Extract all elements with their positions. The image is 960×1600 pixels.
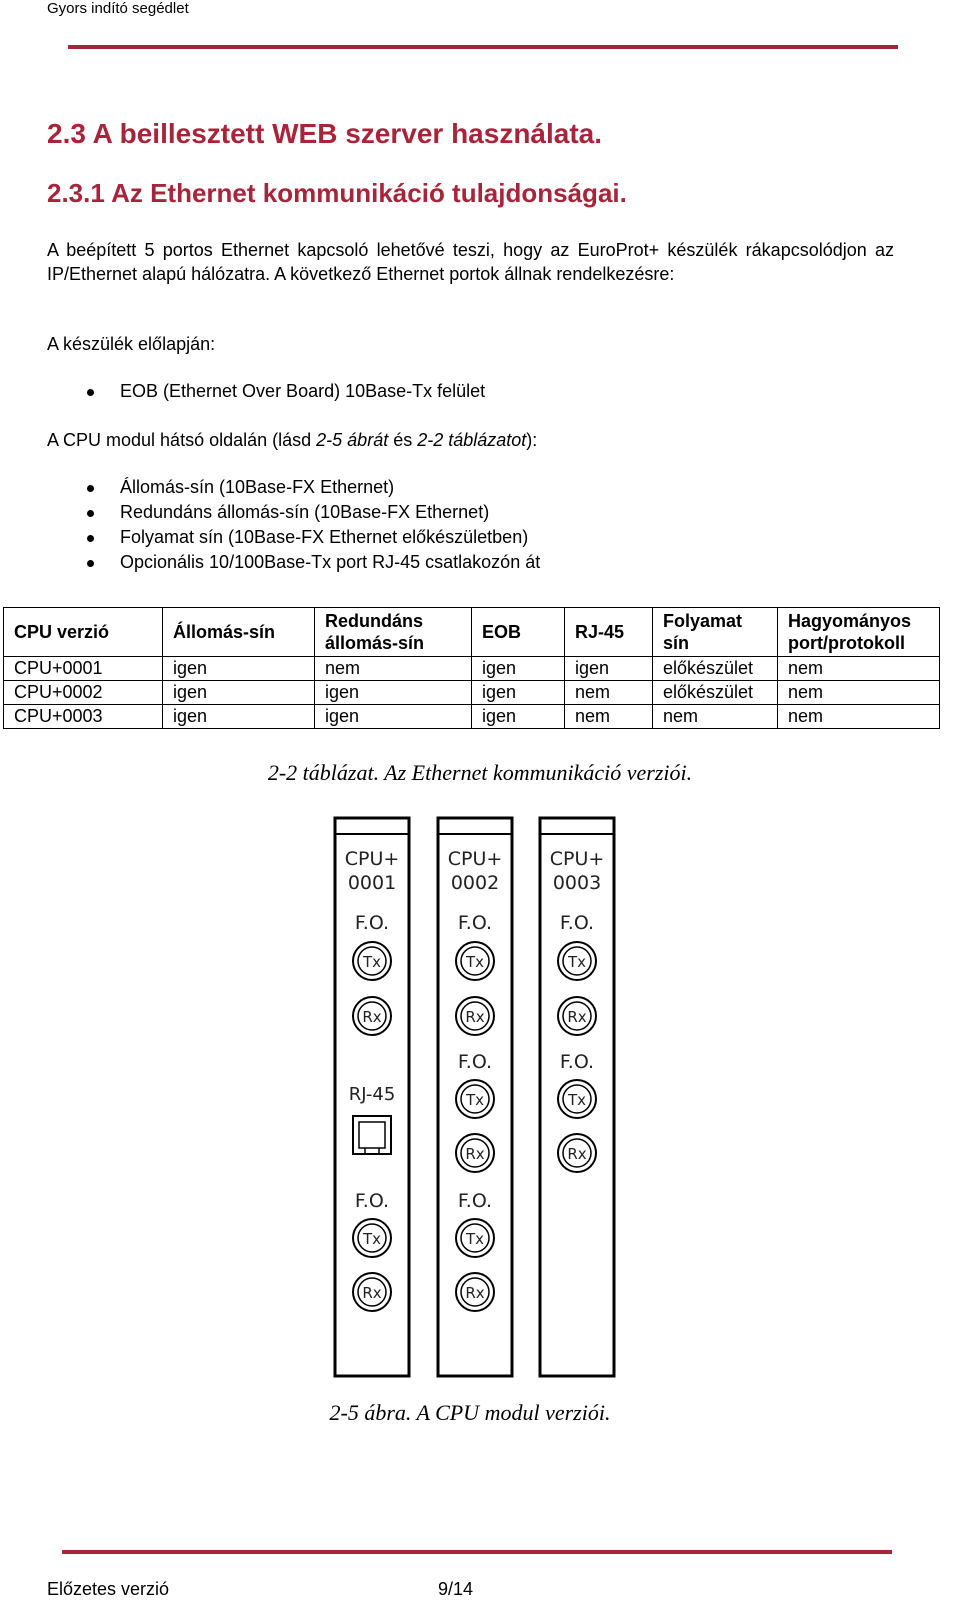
fo-label: F.O. [354,912,390,934]
figure-caption: 2-5 ábra. A CPU modul verziói. [329,1400,611,1425]
rear-label-text: ): [526,430,538,450]
table-header-row [4,608,940,657]
table-cell: CPU+0003 [4,705,163,729]
table-cell: nem [315,657,472,681]
table-row [4,657,940,681]
rear-label-text: A CPU modul hátsó oldalán (lásd [47,430,317,450]
table-cell: igen [163,657,315,681]
figure-reference: 2-5 ábrát [316,430,389,450]
ethernet-versions-table [3,607,940,729]
table-header-cell: Hagyományos port/protokoll [778,608,940,657]
rx-connector-icon [456,1273,494,1311]
section-heading: 2.3 A beillesztett WEB szerver használata. [47,118,603,149]
rx-connector-icon [456,1134,494,1172]
table-header-cell: CPU verzió [4,608,163,657]
rj45-label: RJ-45 [348,1084,396,1105]
list-item: Állomás-sín (10Base-FX Ethernet) [47,475,540,500]
tx-connector-icon [456,1080,494,1118]
header-rule [68,45,898,49]
footer-rule [62,1550,892,1554]
tx-label: Tx [465,1230,485,1248]
front-panel-list [47,379,485,404]
cpu-module-figure [320,812,630,1387]
table-header-cell: Redundáns állomás-sín [315,608,472,657]
rx-connector-icon [558,997,596,1035]
table-cell: igen [565,657,653,681]
rear-panel-label [47,428,894,452]
fo-label: F.O. [559,1051,595,1073]
module-name-bottom: 0001 [347,872,397,894]
table-cell: nem [653,705,778,729]
table-caption: 2-2 táblázat. Az Ethernet kommunikáció verziói. [267,760,693,785]
cpu-module-0002 [438,818,512,1376]
table-header-cell: RJ-45 [565,608,653,657]
table-cell: igen [472,705,565,729]
intro-paragraph: A beépített 5 portos Ethernet kapcsoló lehetővé teszi, hogy az EuroProt+ készülék rákapcsolódjon az IP/Ethernet alapú hálózatra. A következő Ethernet portok állnak rendelkezésre: [47,240,894,284]
tx-connector-icon [456,1219,494,1257]
cpu-module-0001 [335,818,409,1376]
rx-connector-icon [353,1273,391,1311]
fo-label: F.O. [457,1190,493,1212]
rx-label: Rx [465,1284,485,1302]
table-cell: igen [315,681,472,705]
fo-label: F.O. [457,1051,493,1073]
list-item: Opcionális 10/100Base-Tx port RJ-45 csatlakozón át [47,550,540,575]
fo-label: F.O. [559,912,595,934]
table-cell: igen [315,705,472,729]
table-cell: nem [778,681,940,705]
table-header-cell: EOB [472,608,565,657]
rx-label: Rx [567,1008,587,1026]
rx-connector-icon [353,997,391,1035]
table-cell: nem [565,681,653,705]
table-cell: igen [163,705,315,729]
table-cell: igen [472,681,565,705]
module-name-top: CPU+ [447,848,503,870]
list-item: Redundáns állomás-sín (10Base-FX Ethernet) [47,500,540,525]
table-cell: igen [163,681,315,705]
rx-label: Rx [362,1008,382,1026]
tx-connector-icon [353,1219,391,1257]
tx-connector-icon [558,1080,596,1118]
tx-label: Tx [465,1091,485,1109]
rx-connector-icon [456,997,494,1035]
fo-label: F.O. [354,1190,390,1212]
module-name-top: CPU+ [344,848,400,870]
list-item: EOB (Ethernet Over Board) 10Base-Tx felület [47,379,485,404]
subsection-heading: 2.3.1 Az Ethernet kommunikáció tulajdonságai. [47,178,627,208]
table-header-cell: Állomás-sín [163,608,315,657]
table-header-cell: Folyamat sín [653,608,778,657]
table-reference: 2-2 táblázatot [417,430,527,450]
page-number: 9/14 [438,1579,474,1599]
rear-label-text: és [388,430,418,450]
tx-connector-icon [558,942,596,980]
rx-label: Rx [567,1145,587,1163]
table-cell: előkészület [653,657,778,681]
rx-connector-icon [558,1134,596,1172]
tx-label: Tx [567,1091,587,1109]
tx-label: Tx [465,953,485,971]
module-name-bottom: 0003 [552,872,602,894]
rear-panel-list [47,475,540,575]
table-row [4,705,940,729]
list-item: Folyamat sín (10Base-FX Ethernet előkészületben) [47,525,540,550]
tx-label: Tx [362,953,382,971]
module-name-top: CPU+ [549,848,605,870]
table-cell: nem [778,705,940,729]
module-name-bottom: 0002 [450,872,500,894]
table-cell: nem [778,657,940,681]
table-cell: CPU+0002 [4,681,163,705]
table-cell: CPU+0001 [4,657,163,681]
front-panel-label: A készülék előlapján: [47,334,216,354]
tx-label: Tx [362,1230,382,1248]
rx-label: Rx [362,1284,382,1302]
table-cell: igen [472,657,565,681]
rx-label: Rx [465,1145,485,1163]
table-row [4,681,940,705]
tx-label: Tx [567,953,587,971]
footer-version: Előzetes verzió [47,1579,170,1599]
running-header: Gyors indító segédlet [47,0,189,17]
table-cell: előkészület [653,681,778,705]
cpu-module-0003 [540,818,614,1376]
table-cell: nem [565,705,653,729]
fo-label: F.O. [457,912,493,934]
tx-connector-icon [456,942,494,980]
rx-label: Rx [465,1008,485,1026]
tx-connector-icon [353,942,391,980]
